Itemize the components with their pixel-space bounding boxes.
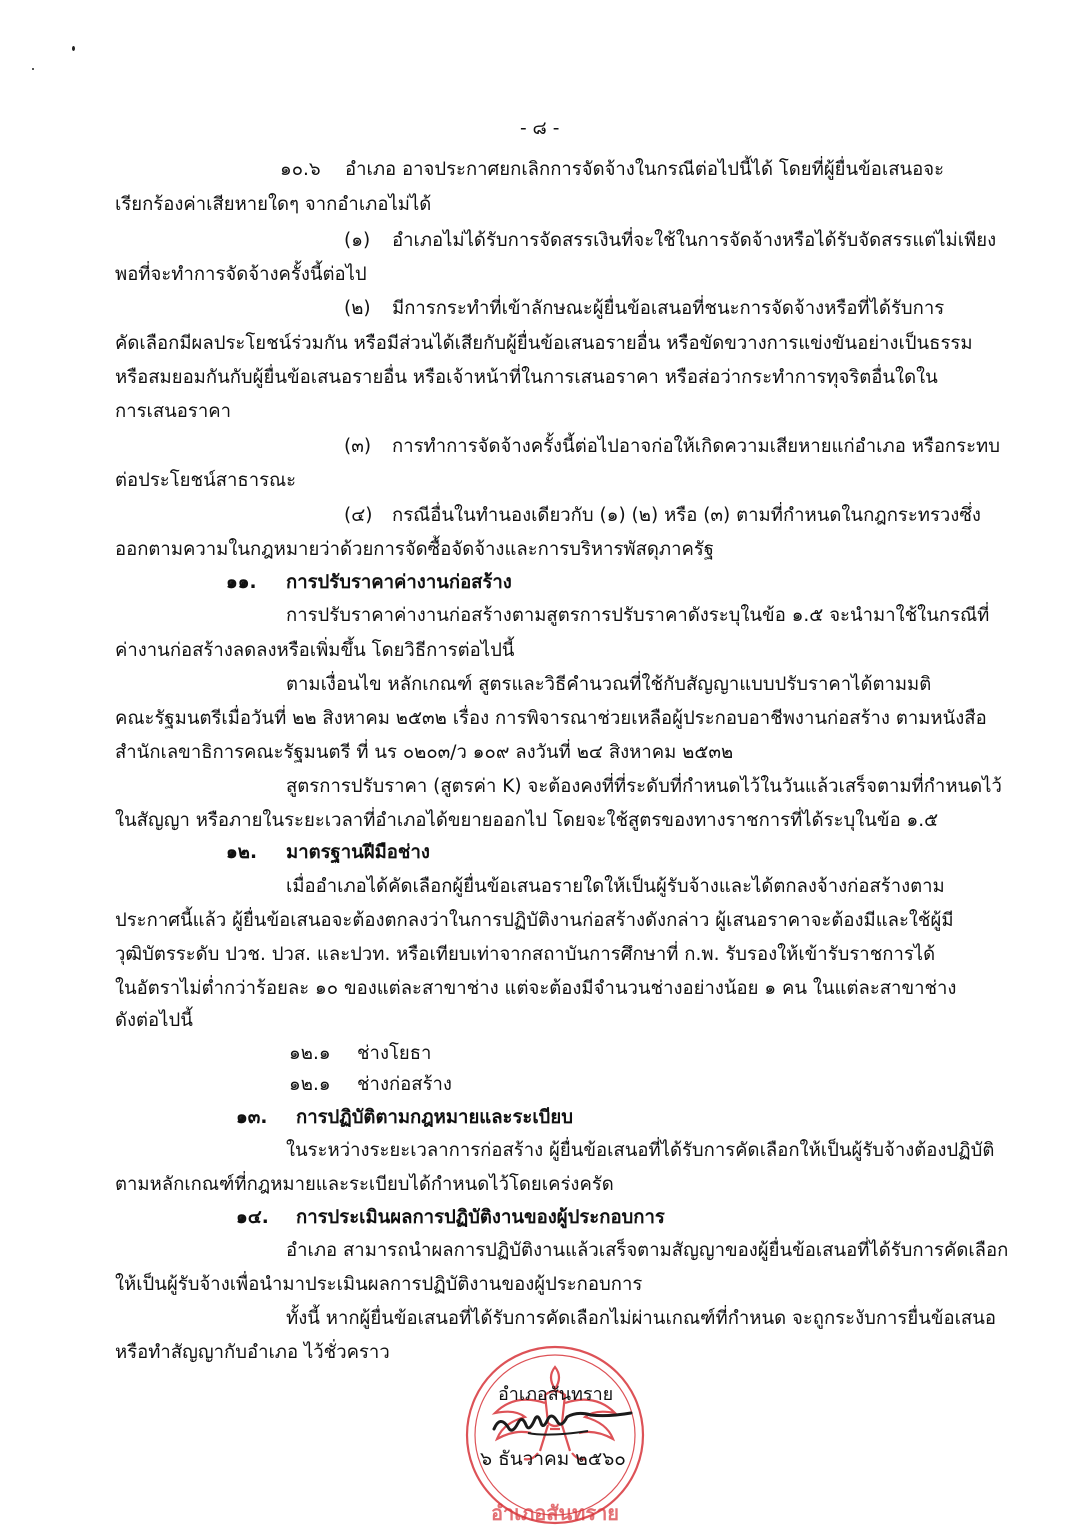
subsection-number: ๑๒.๑	[289, 1043, 331, 1064]
paragraph-line: สำนักเลขาธิการคณะรัฐมนตรี ที่ นร ๐๒๐๓/ว ๑๐๙ ลงวันที่ ๒๔ สิงหาคม ๒๕๓๒	[115, 742, 734, 763]
subsection-label: ช่างก่อสร้าง	[357, 1074, 452, 1095]
signature-icon	[488, 1405, 638, 1445]
paragraph-line: เมื่ออำเภอได้คัดเลือกผู้ยื่นข้อเสนอรายใดให้เป็นผู้รับจ้างและได้ตกลงจ้างก่อสร้างตาม	[286, 876, 945, 897]
paragraph-line: ออกตามความในกฎหมายว่าด้วยการจัดซื้อจัดจ้างและการบริหารพัสดุภาครัฐ	[115, 539, 714, 560]
paragraph-line: มีการกระทำที่เข้าลักษณะผู้ยื่นข้อเสนอที่ชนะการจัดจ้างหรือที่ได้รับการ	[392, 298, 945, 319]
paragraph-line: การเสนอราคา	[115, 401, 231, 422]
item-number: (๑)	[344, 230, 371, 251]
paragraph-line: ทั้งนี้ หากผู้ยื่นข้อเสนอที่ได้รับการคัดเลือกไม่ผ่านเกณฑ์ที่กำหนด จะถูกระงับการยื่นข้อเสนอ	[286, 1308, 996, 1329]
paragraph-line: ในสัญญา หรือภายในระยะเวลาที่อำเภอได้ขยายออกไป โดยจะใช้สูตรของทางราชการที่ได้ระบุในข้อ ๑.๕	[115, 810, 939, 831]
paragraph-line: ในอัตราไม่ต่ำกว่าร้อยละ ๑๐ ของแต่ละสาขาช่าง แต่จะต้องมีจำนวนช่างอย่างน้อย ๑ คน ในแต่ละสาขาช่าง	[115, 978, 957, 999]
section-heading: มาตรฐานฝีมือช่าง	[286, 842, 430, 863]
paragraph-line: เรียกร้องค่าเสียหายใดๆ จากอำเภอไม่ได้	[115, 194, 432, 215]
paragraph-line: อำเภอ อาจประกาศยกเลิกการจัดจ้างในกรณีต่อไปนี้ได้ โดยที่ผู้ยื่นข้อเสนอจะ	[345, 159, 945, 180]
paragraph-line: หรือสมยอมกันกับผู้ยื่นข้อเสนอรายอื่น หรือเจ้าหน้าที่ในการเสนอราคา หรือส่อว่ากระทำการทุจริตอื่นใดใน	[115, 367, 938, 388]
paragraph-line: พอที่จะทำการจัดจ้างครั้งนี้ต่อไป	[115, 264, 367, 285]
item-number: (๔)	[344, 505, 373, 526]
stamp-text: อำเภอสันทราย	[490, 1501, 620, 1525]
section-number: ๑๒.	[226, 842, 257, 863]
item-number: (๓)	[344, 436, 372, 457]
section-heading: การประเมินผลการปฏิบัติงานของผู้ประกอบการ	[296, 1207, 665, 1228]
paragraph-line: การทำการจัดจ้างครั้งนี้ต่อไปอาจก่อให้เกิดความเสียหายแก่อำเภอ หรือกระทบ	[392, 436, 1000, 457]
paragraph-line: คณะรัฐมนตรีเมื่อวันที่ ๒๒ สิงหาคม ๒๕๓๒ เรื่อง การพิจารณาช่วยเหลือผู้ประกอบอาชีพงานก่อสร้าง ตามหนังสือ	[115, 708, 987, 729]
section-heading: การปรับราคาค่างานก่อสร้าง	[286, 572, 512, 593]
paragraph-line: ในระหว่างระยะเวลาการก่อสร้าง ผู้ยื่นข้อเสนอที่ได้รับการคัดเลือกให้เป็นผู้รับจ้างต้องปฏิบัติ	[286, 1140, 995, 1161]
paragraph-line: ค่างานก่อสร้างลดลงหรือเพิ่มขึ้น โดยวิธีการต่อไปนี้	[115, 640, 515, 661]
section-number: ๑๑.	[226, 572, 257, 593]
section-number: ๑๔.	[236, 1207, 269, 1228]
paragraph-line: อำเภอไม่ได้รับการจัดสรรเงินที่จะใช้ในการจัดจ้างหรือได้รับจัดสรรแต่ไม่เพียง	[392, 230, 997, 251]
paragraph-line: ประกาศนี้แล้ว ผู้ยื่นข้อเสนอจะต้องตกลงว่าในการปฏิบัติงานก่อสร้างดังกล่าว ผู้เสนอราคาจะต้องมีและใช้ผู้มี	[115, 910, 954, 931]
subsection-number: ๑๒.๑	[289, 1074, 331, 1095]
scan-speck	[72, 46, 75, 51]
paragraph-line: ให้เป็นผู้รับจ้างเพื่อนำมาประเมินผลการปฏิบัติงานของผู้ประกอบการ	[115, 1274, 643, 1295]
paragraph-line: ตามหลักเกณฑ์ที่กฎหมายและระเบียบได้กำหนดไว้โดยเคร่งครัด	[115, 1174, 614, 1195]
section-heading: การปฏิบัติตามกฎหมายและระเบียบ	[296, 1107, 574, 1128]
paragraph-line: ต่อประโยชน์สาธารณะ	[115, 470, 297, 491]
subsection-label: ช่างโยธา	[357, 1043, 432, 1064]
section-number: ๑๐.๖	[280, 159, 321, 180]
paragraph-line: ดังต่อไปนี้	[115, 1010, 193, 1031]
paragraph-line: หรือทำสัญญากับอำเภอ ไว้ชั่วคราว	[115, 1342, 390, 1363]
signature-date: ๖ ธันวาคม ๒๕๖๐	[480, 1448, 626, 1470]
paragraph-line: วุฒิบัตรระดับ ปวช. ปวส. และปวท. หรือเทียบเท่าจากสถาบันการศึกษาที่ ก.พ. รับรองให้เข้ารับราชการได้	[115, 944, 936, 965]
paragraph-line: สูตรการปรับราคา (สูตรค่า K) จะต้องคงที่ที่ระดับที่กำหนดไว้ในวันแล้วเสร็จตามที่กำหนดไว้	[286, 776, 1002, 797]
paragraph-line: อำเภอ สามารถนำผลการปฏิบัติงานแล้วเสร็จตามสัญญาของผู้ยื่นข้อเสนอที่ได้รับการคัดเลือก	[286, 1240, 1009, 1261]
signature-office: อำเภอสันทราย	[498, 1384, 614, 1405]
paragraph-line: กรณีอื่นในทำนองเดียวกับ (๑) (๒) หรือ (๓) ตามที่กำหนดในกฎกระทรวงซึ่ง	[392, 505, 981, 526]
scan-speck	[32, 68, 34, 70]
section-number: ๑๓.	[236, 1107, 268, 1128]
page-number: - ๘ -	[520, 118, 560, 139]
paragraph-line: ตามเงื่อนไข หลักเกณฑ์ สูตรและวิธีคำนวณที่ใช้กับสัญญาแบบปรับราคาได้ตามมติ	[286, 674, 932, 695]
paragraph-line: คัดเลือกมีผลประโยชน์ร่วมกัน หรือมีส่วนได้เสียกับผู้ยื่นข้อเสนอรายอื่น หรือขัดขวางการแข่งขันอย่างเป็นธรรม	[115, 333, 973, 354]
paragraph-line: การปรับราคาค่างานก่อสร้างตามสูตรการปรับราคาดังระบุในข้อ ๑.๕ จะนำมาใช้ในกรณีที่	[286, 605, 990, 626]
item-number: (๒)	[344, 298, 371, 319]
